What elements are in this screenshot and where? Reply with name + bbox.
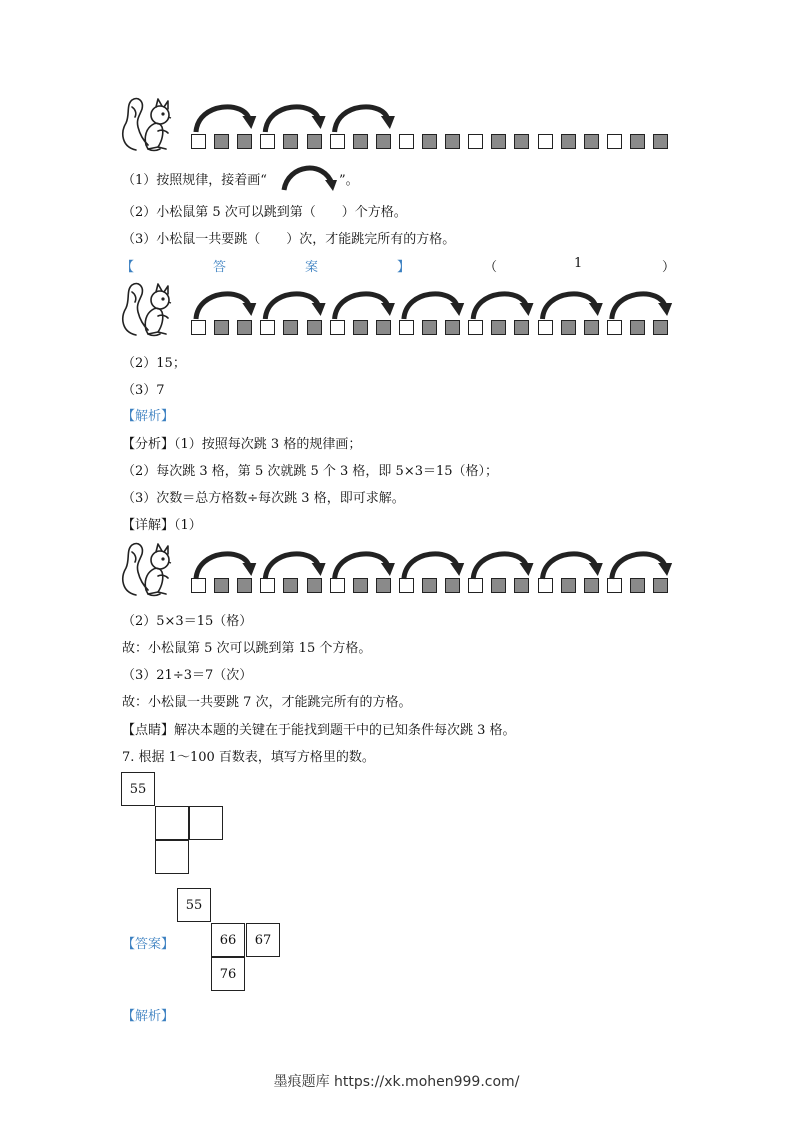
square-row-detail	[191, 578, 671, 593]
gray-square	[653, 578, 668, 593]
gray-square	[283, 578, 298, 593]
question-part-2: （2）小松鼠第 5 次可以跳到第（ ）个方格。	[122, 205, 407, 220]
xiangjie-label: 【详解】	[122, 518, 175, 533]
question-part-1: （1）按照规律，接着画“	[122, 173, 267, 188]
gray-square	[353, 134, 368, 149]
gray-square	[307, 320, 322, 335]
gray-square	[376, 320, 391, 335]
white-square	[468, 578, 483, 593]
q7-cell-blank	[155, 806, 189, 840]
gray-square	[630, 578, 645, 593]
white-square	[330, 578, 345, 593]
jump-arc	[196, 294, 256, 319]
q7-answer-label: 【答案】	[122, 937, 175, 952]
fenxi-line-3: （3）次数＝总方格数÷每次跳 3 格，即可求解。	[122, 491, 405, 506]
q7-answer-cell: 66	[211, 923, 245, 957]
square-row-question	[191, 134, 671, 149]
jump-arc	[196, 107, 256, 132]
fenxi-label: 【分析】	[122, 437, 175, 452]
question-7-text: 7. 根据 1～100 百数表，填写方格里的数。	[122, 750, 375, 765]
jump-arc	[543, 554, 603, 579]
footer-watermark: 墨痕题库 https://xk.mohen999.com/	[273, 1074, 520, 1090]
gray-square	[653, 134, 668, 149]
answer-part-number: 1	[574, 256, 583, 271]
answer-2: （2）15；	[122, 356, 186, 371]
answer-3: （3）7	[122, 383, 165, 398]
gray-square	[307, 578, 322, 593]
white-square	[399, 578, 414, 593]
gray-square	[283, 134, 298, 149]
jump-arc	[612, 294, 672, 319]
white-square	[330, 134, 345, 149]
white-square	[468, 320, 483, 335]
gray-square	[422, 578, 437, 593]
jump-arc	[473, 554, 533, 579]
q7-answer-cell: 76	[211, 957, 245, 991]
answer-bracket-open: 【	[121, 260, 135, 275]
dianjing-label: 【点睛】	[122, 723, 175, 738]
xiangjie-line-3: （3）21÷3＝7（次）	[122, 668, 253, 683]
question-part-3: （3）小松鼠一共要跳（ ）次，才能跳完所有的方格。	[122, 232, 456, 247]
gray-square	[445, 134, 460, 149]
gray-square	[237, 578, 252, 593]
white-square	[607, 134, 622, 149]
gray-square	[422, 134, 437, 149]
gray-square	[353, 320, 368, 335]
white-square	[191, 134, 206, 149]
gray-square	[491, 320, 506, 335]
gray-square	[445, 320, 460, 335]
squirrel-image	[118, 95, 176, 155]
gray-square	[214, 134, 229, 149]
xiangjie-line-1	[122, 514, 202, 533]
squirrel-image-detail	[118, 540, 176, 600]
jump-arc	[265, 107, 325, 132]
gray-square	[584, 578, 599, 593]
gray-square	[630, 134, 645, 149]
white-square	[260, 320, 275, 335]
jump-arc	[335, 107, 395, 132]
gray-square	[237, 320, 252, 335]
gray-square	[584, 134, 599, 149]
q7-cell-blank	[189, 806, 223, 840]
xiangjie-text-1: （1）	[174, 518, 202, 533]
gray-square	[514, 578, 529, 593]
gray-square	[561, 320, 576, 335]
q7-cell-blank	[155, 840, 189, 874]
dianjing-line	[122, 719, 516, 738]
white-square	[538, 320, 553, 335]
gray-square	[307, 134, 322, 149]
white-square	[607, 578, 622, 593]
white-square	[538, 578, 553, 593]
gray-square	[653, 320, 668, 335]
jump-arc	[335, 294, 395, 319]
answer-paren-close: ）	[662, 260, 676, 275]
fenxi-line-2: （2）每次跳 3 格，第 5 次就跳 5 个 3 格，即 5×3＝15（格）；	[122, 464, 499, 479]
jump-arc	[265, 554, 325, 579]
gray-square	[584, 320, 599, 335]
gray-square	[491, 578, 506, 593]
jump-arc	[404, 294, 464, 319]
q7-answer-cell: 55	[177, 888, 211, 922]
gray-square	[561, 578, 576, 593]
white-square	[260, 578, 275, 593]
gray-square	[491, 134, 506, 149]
jump-arcs-answer	[190, 285, 680, 321]
jump-arc	[473, 294, 533, 319]
xiangjie-conclusion-2: 故：小松鼠第 5 次可以跳到第 15 个方格。	[122, 641, 372, 656]
jump-arc	[196, 554, 256, 579]
answer-bracket-close: 】	[397, 260, 411, 275]
white-square	[607, 320, 622, 335]
white-square	[330, 320, 345, 335]
gray-square	[514, 134, 529, 149]
jump-arc	[265, 294, 325, 319]
white-square	[260, 134, 275, 149]
gray-square	[283, 320, 298, 335]
xiangjie-line-2: （2）5×3＝15（格）	[122, 614, 253, 629]
analysis-label: 【解析】	[122, 409, 175, 424]
jump-arcs-detail	[190, 545, 680, 581]
gray-square	[445, 578, 460, 593]
gray-square	[214, 320, 229, 335]
white-square	[399, 134, 414, 149]
question-part-1-end: ”。	[339, 173, 359, 188]
white-square	[538, 134, 553, 149]
xiangjie-conclusion-3: 故：小松鼠一共要跳 7 次，才能跳完所有的方格。	[122, 695, 412, 710]
fenxi-text-1: （1）按照每次跳 3 格的规律画；	[174, 437, 362, 452]
white-square	[191, 578, 206, 593]
gray-square	[376, 578, 391, 593]
sample-jump-arc-icon	[280, 162, 338, 192]
answer-char-2: 案	[305, 260, 319, 275]
q7-cell-given: 55	[121, 772, 155, 806]
answer-char-1: 答	[213, 260, 227, 275]
jump-arc	[543, 294, 603, 319]
gray-square	[514, 320, 529, 335]
squirrel-image-answer	[118, 280, 176, 340]
jump-arc	[335, 554, 395, 579]
gray-square	[353, 578, 368, 593]
gray-square	[376, 134, 391, 149]
q7-analysis-label: 【解析】	[122, 1009, 175, 1024]
gray-square	[422, 320, 437, 335]
white-square	[468, 134, 483, 149]
jump-arcs-question	[190, 98, 410, 134]
jump-arc	[612, 554, 672, 579]
answer-paren-open: （	[484, 260, 498, 275]
fenxi-line-1	[122, 433, 361, 452]
square-row-answer	[191, 320, 671, 335]
dianjing-text: 解决本题的关键在于能找到题干中的已知条件每次跳 3 格。	[174, 723, 516, 738]
jump-arc	[404, 554, 464, 579]
q7-answer-cell: 67	[246, 923, 280, 957]
white-square	[399, 320, 414, 335]
gray-square	[630, 320, 645, 335]
gray-square	[237, 134, 252, 149]
gray-square	[214, 578, 229, 593]
white-square	[191, 320, 206, 335]
gray-square	[561, 134, 576, 149]
